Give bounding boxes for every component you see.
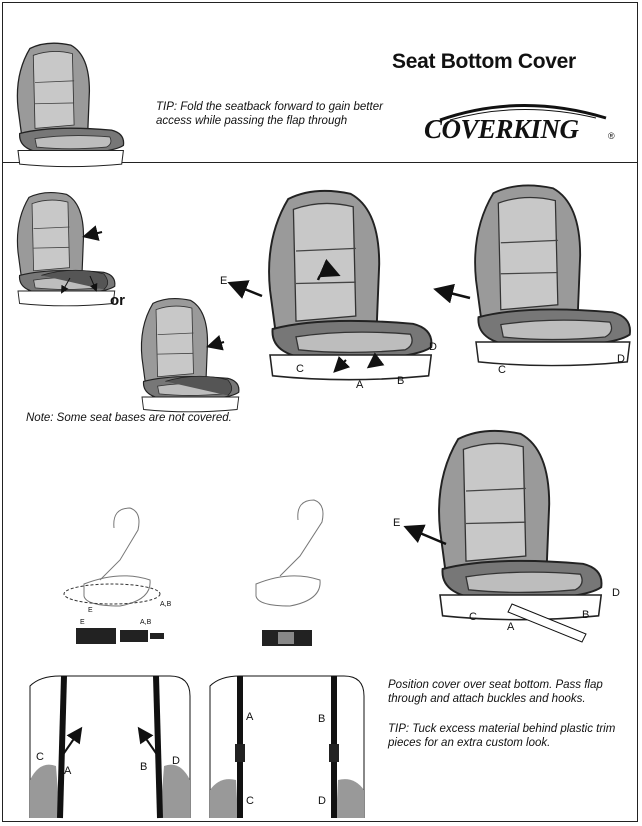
- label-e: E: [220, 275, 228, 287]
- label-c: C: [296, 363, 304, 375]
- label-ab: A,B: [160, 601, 172, 608]
- step4-seat-icon: [439, 431, 601, 620]
- logo-registered: ®: [608, 131, 615, 141]
- label-b2: B: [582, 609, 590, 621]
- tuck-tip: TIP: Tuck excess material behind plastic trim pieces for an extra custom look.: [388, 723, 616, 749]
- label-d4: D: [172, 755, 180, 767]
- step3-seat-icon: [475, 185, 630, 365]
- label-a2: A: [507, 621, 515, 633]
- seat-base-note: Note: Some seat bases are not covered.: [26, 412, 232, 424]
- strap-diagram-right: [210, 676, 364, 818]
- step2-seat-icon: [269, 191, 431, 380]
- label-e4: E: [80, 619, 85, 626]
- label-a4: A: [246, 711, 254, 723]
- label-e3: E: [88, 607, 93, 614]
- label-c5: C: [246, 795, 254, 807]
- label-c3: C: [469, 611, 477, 623]
- buckle-closed-icon: [262, 630, 312, 646]
- page-title: Seat Bottom Cover: [392, 50, 576, 73]
- label-b3: B: [140, 761, 148, 773]
- label-a: A: [356, 379, 364, 391]
- label-a3: A: [64, 765, 72, 777]
- label-d2: D: [617, 353, 625, 365]
- label-c4: C: [36, 751, 44, 763]
- header-seat-icon: [17, 43, 123, 166]
- logo-text: COVERKING: [424, 114, 579, 144]
- label-b4: B: [318, 713, 326, 725]
- buckle-open-icon: [76, 628, 164, 644]
- label-e2: E: [393, 517, 401, 529]
- strap-diagram-left: [30, 676, 190, 818]
- label-d: D: [429, 341, 437, 353]
- step1-seat-b-icon: [141, 299, 238, 412]
- label-ab2: A,B: [140, 619, 152, 626]
- or-label: or: [110, 292, 125, 309]
- header-tip: TIP: Fold the seatback forward to gain better access while passing the flap through: [156, 101, 383, 127]
- position-instructions: Position cover over seat bottom. Pass flap through and attach buckles and hooks.: [388, 679, 603, 705]
- label-c2: C: [498, 364, 506, 376]
- outline-seat-left-icon: [64, 508, 160, 606]
- label-d3: D: [612, 587, 620, 599]
- label-b: B: [397, 375, 405, 387]
- label-d5: D: [318, 795, 326, 807]
- outline-seat-right-icon: [256, 500, 323, 606]
- step1-seat-a-icon: [17, 193, 114, 306]
